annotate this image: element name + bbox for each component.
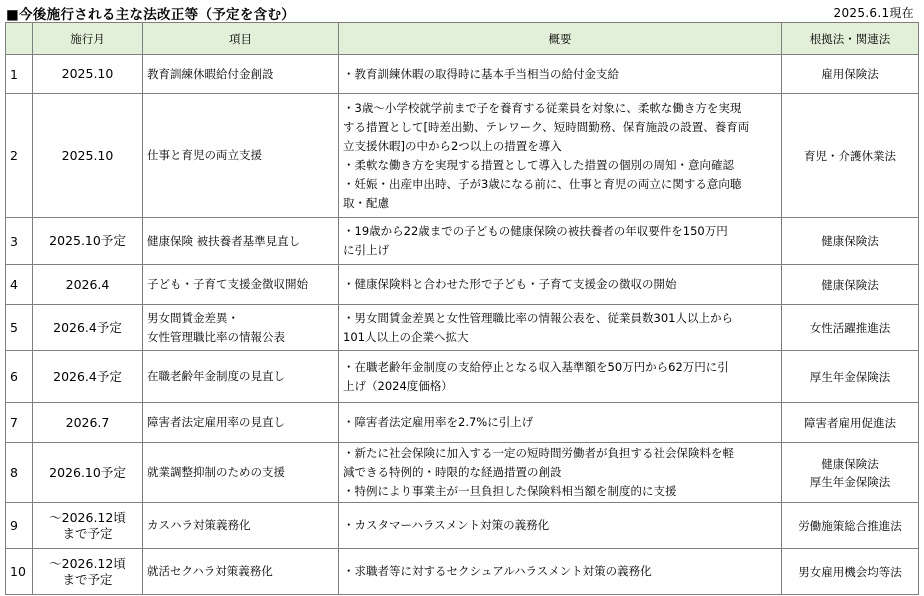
- law-name-line: 健康保険法: [821, 456, 879, 471]
- summary-text-line: ・求職者等に対するセクシュアルハラスメント対策の義務化: [343, 564, 652, 578]
- table-row: [6, 351, 919, 403]
- law-name-line: 障害者雇用促進法: [804, 415, 896, 430]
- table-row: [6, 218, 919, 265]
- effective-month-line: 2026.10予定: [49, 464, 126, 480]
- row-number: 10: [6, 549, 33, 595]
- law-name: [782, 503, 919, 549]
- effective-month-line: まで予定: [62, 571, 113, 587]
- row-number: 6: [6, 351, 33, 403]
- summary-text: [339, 549, 782, 595]
- effective-month: [33, 305, 143, 351]
- law-name: [782, 55, 919, 94]
- item-name-line: 就活セクハラ対策義務化: [147, 564, 273, 578]
- summary-text: [339, 55, 782, 94]
- summary-text-line: に引上げ: [343, 243, 389, 257]
- item-name: [143, 443, 339, 503]
- effective-month: [33, 503, 143, 549]
- table-row: [6, 503, 919, 549]
- law-name-line: 雇用保険法: [821, 67, 879, 81]
- summary-text-line: ・男女間賃金差異と女性管理職比率の情報公表を、従業員数301人以上から: [343, 310, 733, 325]
- law-name: [782, 305, 919, 351]
- summary-text-line: 上げ（2024度価格）: [343, 378, 453, 393]
- item-name: [143, 403, 339, 443]
- summary-text-line: ・特例により事業主が一旦負担した保険料相当額を制度的に支援: [343, 484, 677, 498]
- header-no: [6, 23, 33, 55]
- summary-text-line: ・新たに社会保険に加入する一定の短時間労働者が負担する社会保険料を軽: [343, 446, 734, 460]
- law-name-line: 男女雇用機会均等法: [798, 564, 902, 579]
- summary-text-line: 立支援休暇]の中から2つ以上の措置を導入: [343, 138, 562, 153]
- table-header-row: [6, 23, 919, 55]
- item-name-line: カスハラ対策義務化: [147, 518, 251, 532]
- effective-month-line: 2026.4予定: [53, 319, 122, 335]
- item-name-line: 子ども・子育て支援金徴収開始: [147, 277, 308, 291]
- summary-text-line: 101人以上の企業へ拡大: [343, 329, 469, 344]
- summary-text-line: ・在職老齢年金制度の支給停止となる収入基準額を50万円から62万円に引: [343, 359, 729, 374]
- effective-month-line: 2025.10予定: [49, 233, 126, 248]
- effective-month: [33, 55, 143, 94]
- effective-month-line: 2025.10: [61, 147, 114, 163]
- summary-text: [339, 351, 782, 403]
- table-row: [6, 265, 919, 305]
- summary-text: [339, 265, 782, 305]
- item-name: [143, 305, 339, 351]
- summary-text: [339, 94, 782, 218]
- effective-month-line: まで予定: [62, 525, 113, 541]
- effective-month-line: 2026.4: [65, 276, 110, 292]
- effective-month: [33, 443, 143, 503]
- law-name: [782, 549, 919, 595]
- row-number: 9: [6, 503, 33, 549]
- effective-month-line: ～2026.12頃: [49, 555, 126, 571]
- row-number: 7: [6, 403, 33, 443]
- law-name: [782, 94, 919, 218]
- law-name: [782, 218, 919, 265]
- header-item: 項目: [143, 23, 339, 55]
- summary-text: [339, 443, 782, 503]
- summary-text: [339, 503, 782, 549]
- as-of-date: 2025.6.1現在: [833, 6, 914, 20]
- item-name-line: 在職老齢年金制度の見直し: [147, 369, 285, 383]
- row-number: 1: [6, 55, 33, 94]
- item-name-line: 仕事と育児の両立支援: [147, 148, 262, 162]
- law-name-line: 厚生年金保険法: [809, 369, 891, 384]
- item-name: [143, 351, 339, 403]
- law-name: [782, 403, 919, 443]
- effective-month: [33, 403, 143, 443]
- header-effective-month: 施行月: [33, 23, 143, 55]
- summary-text-line: する措置として[時差出勤、テレワーク、短時間勤務、保育施設の設置、養育両: [343, 119, 750, 134]
- row-number: 8: [6, 443, 33, 503]
- summary-text-line: ・妊娠・出産申出時、子が3歳になる前に、仕事と育児の両立に関する意向聴: [343, 176, 742, 191]
- table-row: [6, 305, 919, 351]
- table-row: [6, 443, 919, 503]
- summary-text-line: ・3歳～小学校就学前まで子を養育する従業員を対象に、柔軟な働き方を実現: [343, 100, 742, 115]
- effective-month-line: ～2026.12頃: [49, 509, 126, 525]
- law-name-line: 育児・介護休業法: [804, 148, 896, 163]
- summary-text-line: 減できる特例的・時限的な経過措置の創設: [343, 465, 562, 479]
- law-name-line: 労働施策総合推進法: [798, 518, 902, 533]
- effective-month: [33, 94, 143, 218]
- summary-text-line: ・健康保険料と合わせた形で子ども・子育て支援金の徴収の開始: [343, 277, 677, 291]
- effective-month-line: 2026.4予定: [53, 368, 122, 384]
- item-name: [143, 94, 339, 218]
- summary-text-line: ・教育訓練休暇の取得時に基本手当相当の給付金支給: [343, 66, 619, 81]
- law-name-line: 女性活躍推進法: [809, 320, 891, 335]
- row-number: 5: [6, 305, 33, 351]
- item-name: [143, 55, 339, 94]
- law-name: [782, 265, 919, 305]
- page-title: ■今後施行される主な法改正等（予定を含む）: [6, 7, 296, 23]
- row-number: 2: [6, 94, 33, 218]
- item-name: [143, 503, 339, 549]
- law-name-line: 健康保険法: [821, 277, 879, 292]
- title-bar: [0, 0, 924, 22]
- effective-month-line: 2026.7: [65, 414, 110, 430]
- item-name-line: 男女間賃金差異・: [147, 310, 239, 325]
- law-name: [782, 443, 919, 503]
- item-name: [143, 218, 339, 265]
- table-row: [6, 55, 919, 94]
- row-number: 3: [6, 218, 33, 265]
- summary-text: [339, 218, 782, 265]
- effective-month: [33, 218, 143, 265]
- summary-text-line: ・障害者法定雇用率を2.7%に引上げ: [343, 415, 534, 429]
- law-revision-table: [5, 22, 919, 595]
- item-name-line: 健康保険 被扶養者基準見直し: [147, 233, 301, 248]
- effective-month: [33, 549, 143, 595]
- summary-text-line: 取・配慮: [343, 195, 389, 210]
- row-number: 4: [6, 265, 33, 305]
- item-name-line: 就業調整抑制のための支援: [147, 465, 285, 479]
- summary-text-line: ・カスタマーハラスメント対策の義務化: [343, 518, 550, 532]
- item-name-line: 教育訓練休暇給付金創設: [147, 66, 274, 81]
- law-name-line: 健康保険法: [821, 234, 879, 248]
- item-name-line: 障害者法定雇用率の見直し: [147, 415, 285, 429]
- item-name-line: 女性管理職比率の情報公表: [147, 329, 285, 344]
- summary-text: [339, 403, 782, 443]
- table-row: [6, 549, 919, 595]
- law-name: [782, 351, 919, 403]
- effective-month-line: 2025.10: [61, 66, 114, 81]
- table-row: [6, 94, 919, 218]
- summary-text-line: ・19歳から22歳までの子どもの健康保険の被扶養者の年収要件を150万円: [343, 224, 728, 238]
- summary-text-line: ・柔軟な働き方を実現する措置として導入した措置の個別の周知・意向確認: [343, 157, 734, 172]
- summary-text: [339, 305, 782, 351]
- law-name-line: 厚生年金保険法: [809, 474, 891, 489]
- table-row: [6, 403, 919, 443]
- header-summary: 概要: [339, 23, 782, 55]
- item-name: [143, 265, 339, 305]
- effective-month: [33, 265, 143, 305]
- item-name: [143, 549, 339, 595]
- header-law: 根拠法・関連法: [782, 23, 919, 55]
- effective-month: [33, 351, 143, 403]
